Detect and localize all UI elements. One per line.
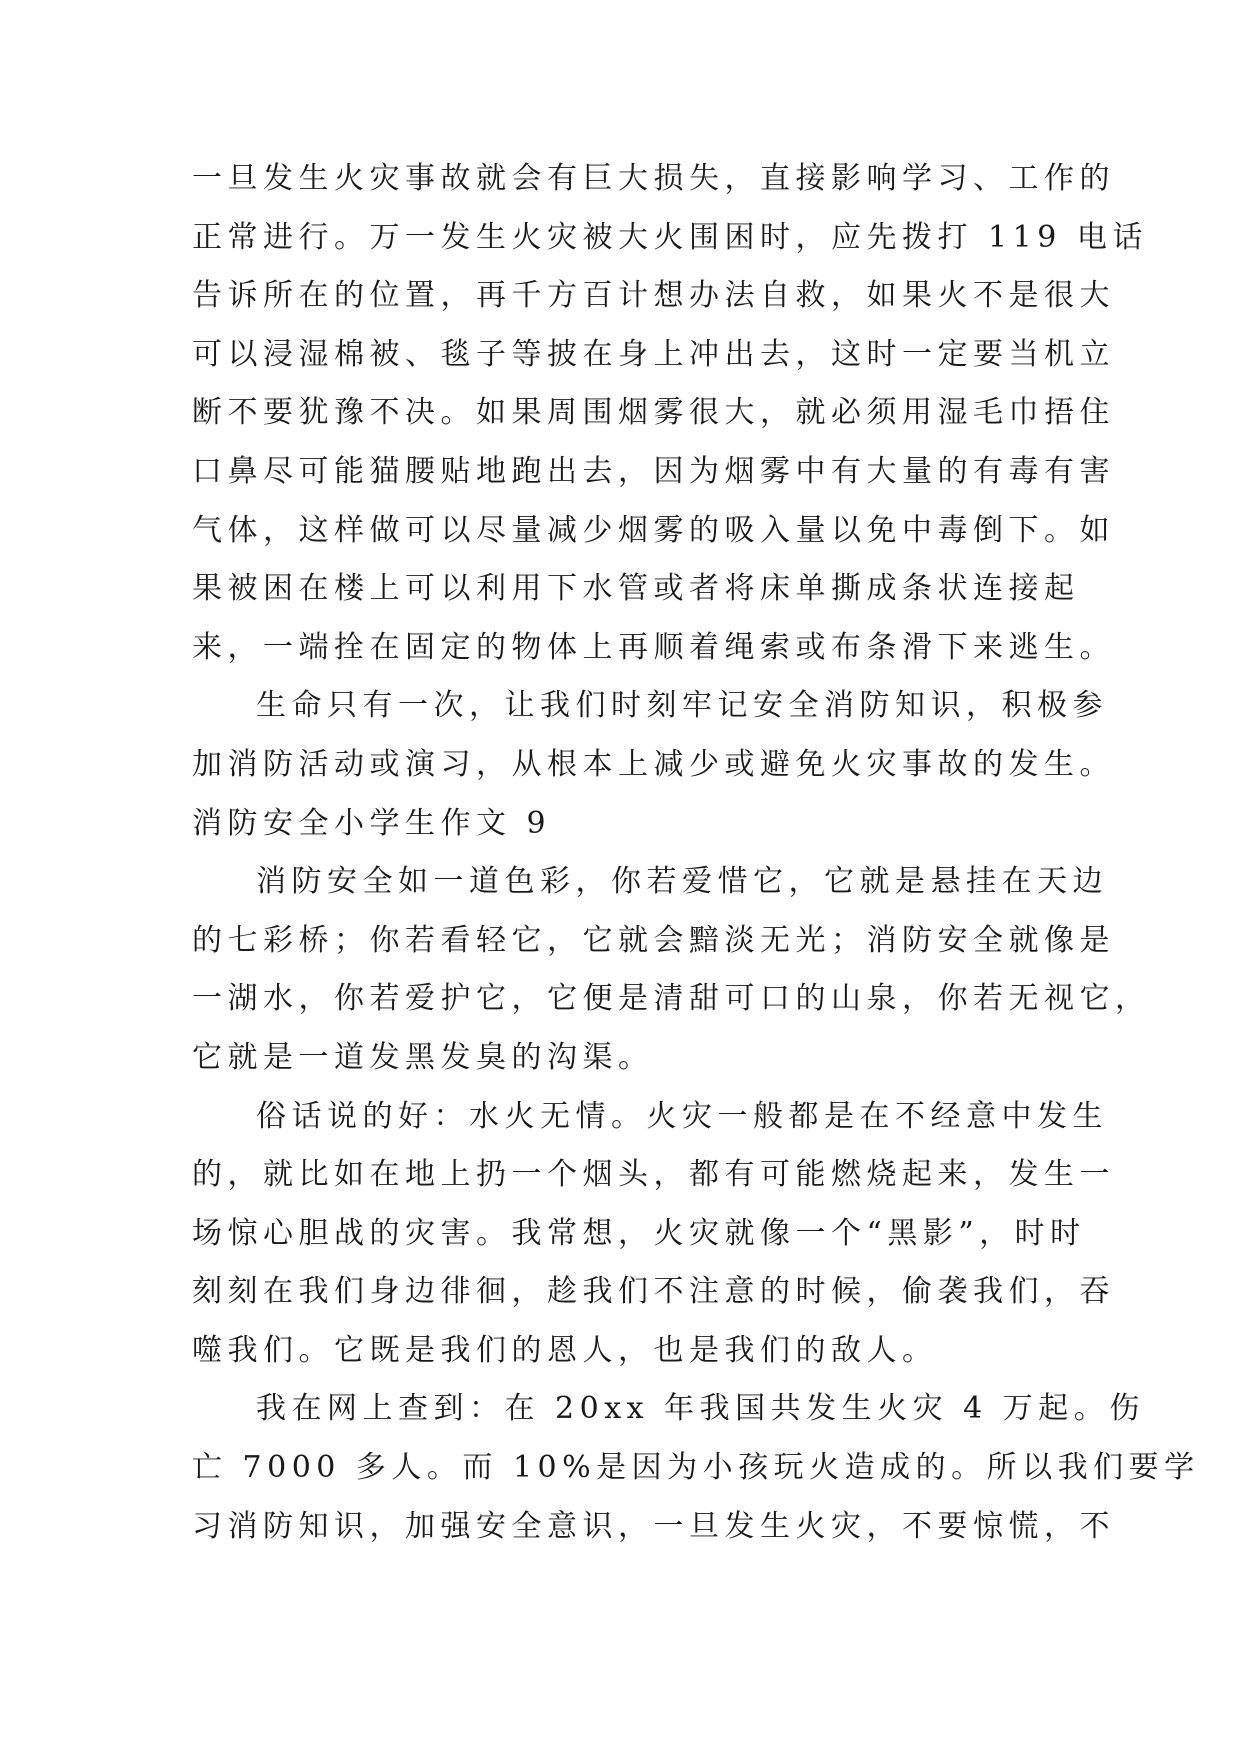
text-line-indented: 我在网上查到：在 20xx 年我国共发生火灾 4 万起。伤	[256, 1391, 1145, 1427]
text-line: 告诉所在的位置，再千方百计想办法自救，如果火不是很大	[192, 278, 1115, 314]
text-line: 气体，这样做可以尽量减少烟雾的吸入量以免中毒倒下。如	[192, 512, 1115, 548]
text-line: 的，就比如在地上扔一个烟头，都有可能燃烧起来，发生一	[192, 1157, 1115, 1193]
text-line-indented: 俗话说的好：水火无情。火灾一般都是在不经意中发生	[256, 1098, 1108, 1134]
text-line: 场惊心胆战的灾害。我常想，火灾就像一个“黑影”，时时	[192, 1215, 1086, 1251]
document-body	[192, 150, 1200, 1556]
text-line: 一旦发生火灾事故就会有巨大损失，直接影响学习、工作的	[192, 161, 1115, 196]
text-line: 断不要犹豫不决。如果周围烟雾很大，就必须用湿毛巾捂住	[192, 395, 1115, 431]
section-heading: 消防安全小学生作文 9	[192, 805, 552, 841]
text-line: 正常进行。万一发生火灾被大火围困时，应先拨打 119 电话	[192, 219, 1148, 255]
text-line: 果被困在楼上可以利用下水管或者将床单撕成条状连接起	[192, 571, 1080, 607]
text-line: 它就是一道发黑发臭的沟渠。	[192, 1039, 654, 1075]
text-line: 可以浸湿棉被、毯子等披在身上冲出去，这时一定要当机立	[192, 336, 1115, 372]
text-line: 习消防知识，加强安全意识，一旦发生火灾，不要惊慌，不	[192, 1508, 1115, 1544]
text-line-indented: 消防安全如一道色彩，你若爱惜它，它就是悬挂在天边	[256, 864, 1108, 900]
text-line-indented: 生命只有一次，让我们时刻牢记安全消防知识，积极参	[256, 688, 1108, 724]
text-line: 亡 7000 多人。而 10%是因为小孩玩火造成的。所以我们要学	[192, 1450, 1200, 1486]
text-line: 来，一端拴在固定的物体上再顺着绳索或布条滑下来逃生。	[192, 629, 1115, 665]
text-line: 一湖水，你若爱护它，它便是清甜可口的山泉，你若无视它，	[192, 981, 1151, 1017]
text-line: 口鼻尽可能猫腰贴地跑出去，因为烟雾中有大量的有毒有害	[192, 453, 1115, 489]
text-line: 噬我们。它既是我们的恩人，也是我们的敌人。	[192, 1332, 938, 1368]
text-line: 的七彩桥；你若看轻它，它就会黯淡无光；消防安全就像是	[192, 922, 1115, 958]
text-line: 刻刻在我们身边徘徊，趁我们不注意的时候，偷袭我们，吞	[192, 1274, 1115, 1310]
text-line: 加消防活动或演习，从根本上减少或避免火灾事故的发生。	[192, 746, 1115, 782]
